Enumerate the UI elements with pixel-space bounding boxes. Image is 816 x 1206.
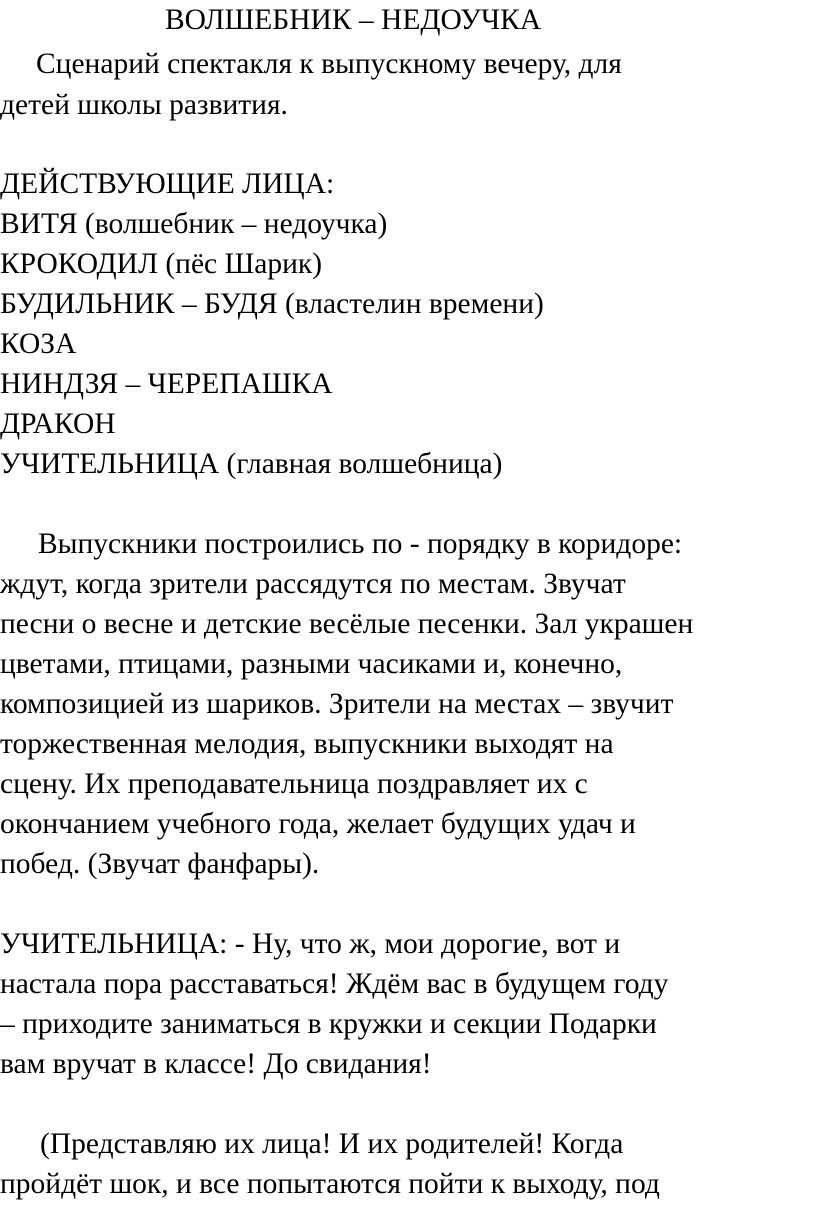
cast-item: ВИТЯ (волшебник – недоучка) — [0, 208, 388, 240]
paragraph-line: цветами, птицами, разными часиками и, конечно, — [0, 648, 623, 680]
subtitle-line: Сценарий спектакля к выпускному вечеру, для — [36, 48, 622, 80]
paragraph-line: побед. (Звучат фанфары). — [0, 848, 320, 880]
document-title: ВОЛШЕБНИК – НЕДОУЧКА — [165, 4, 542, 36]
dialogue-line: – приходите заниматься в кружки и секции Подарки — [0, 1008, 657, 1040]
cast-heading: ДЕЙСТВУЮЩИЕ ЛИЦА: — [0, 168, 335, 200]
paragraph-line: сцену. Их преподавательница поздравляет их с — [0, 768, 588, 800]
cast-item: НИНДЗЯ – ЧЕРЕПАШКА — [0, 368, 333, 400]
cast-item: УЧИТЕЛЬНИЦА (главная волшебница) — [0, 448, 503, 480]
dialogue-line: вам вручат в классе! До свидания! — [0, 1048, 432, 1080]
cast-item: ДРАКОН — [0, 408, 116, 440]
cast-item: КОЗА — [0, 328, 77, 360]
subtitle-line: детей школы развития. — [0, 89, 288, 121]
paragraph-line: композицией из шариков. Зрители на местах – звучит — [0, 688, 674, 720]
paragraph-line: ждут, когда зрители рассядутся по местам. Звучат — [0, 568, 626, 600]
dialogue-line: настала пора расставаться! Ждём вас в будущем году — [0, 968, 669, 1000]
paragraph-line: окончанием учебного года, желает будущих удач и — [0, 808, 636, 840]
paragraph-line: Выпускники построились по - порядку в коридоре: — [38, 528, 683, 560]
cast-item: КРОКОДИЛ (пёс Шарик) — [0, 248, 323, 280]
cast-item: БУДИЛЬНИК – БУДЯ (властелин времени) — [0, 288, 544, 320]
paragraph-line: песни о весне и детские весёлые песенки. Зал украшен — [0, 608, 694, 640]
paragraph-line: торжественная мелодия, выпускники выходят на — [0, 728, 614, 760]
dialogue-line: УЧИТЕЛЬНИЦА: - Ну, что ж, мои дорогие, вот и — [0, 928, 621, 960]
paragraph-line: пройдёт шок, и все попытаются пойти к выходу, под — [0, 1168, 660, 1200]
paragraph-line: (Представляю их лица! И их родителей! Когда — [40, 1128, 624, 1160]
